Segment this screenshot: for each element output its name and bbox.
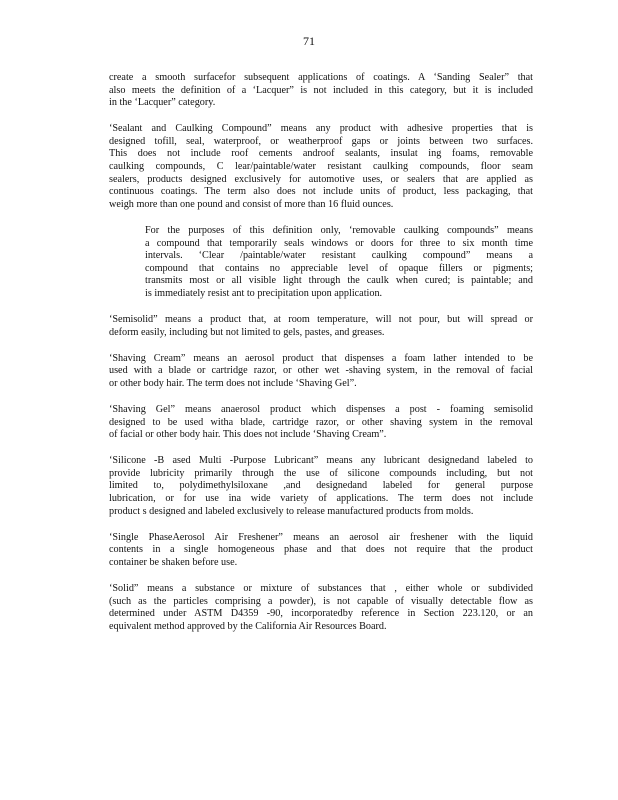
text-line: transmits most or all visible light through the caulk when cured; is paintable; and bbox=[145, 275, 533, 287]
text-line: in the ‘Lacquer” category. bbox=[109, 97, 216, 109]
text-line: a compound that temporarily seals windows or doors for three to six month time bbox=[145, 237, 533, 249]
paragraph-shaving-cream bbox=[109, 353, 533, 391]
text-line: lubrication, or for use ina wide variety of applications. The term does not include bbox=[109, 493, 533, 505]
text-line: create a smooth surfacefor subsequent applications of coatings. A ‘Sanding Sealer” that bbox=[109, 72, 533, 83]
text-line: continuous coatings. The term also does not include units of product, less packaging, that bbox=[109, 186, 533, 198]
paragraph-single-phase-air-freshener bbox=[109, 532, 533, 570]
text-line: For the purposes of this definition only, ‘removable caulking compounds” means bbox=[145, 224, 533, 236]
text-line: deform easily, including but not limited to gels, pastes, and greases. bbox=[109, 326, 385, 338]
paragraph-shaving-gel bbox=[109, 404, 533, 442]
text-line: ‘Single PhaseAerosol Air Freshener” means an aerosol air freshener with the liquid bbox=[109, 531, 533, 543]
text-line: compound that contains no appreciable level of opaque fillers or pigments; bbox=[145, 262, 533, 274]
paragraph-removable-caulking-definition bbox=[145, 225, 533, 301]
text-line: of facial or other body hair. This does not include ‘Shaving Cream”. bbox=[109, 429, 387, 441]
paragraph-semisolid bbox=[109, 314, 533, 339]
text-line: designed tofill, seal, waterproof, or weatherproof gaps or joints between two surfaces. bbox=[109, 135, 533, 147]
page-number: 71 bbox=[303, 34, 315, 48]
text-line: contents in a single homogeneous phase and that does not require that the product bbox=[109, 544, 533, 556]
text-line: used with a blade or cartridge razor, or other wet -shaving system, in the removal of facial bbox=[109, 365, 533, 377]
paragraph-silicone-lubricant bbox=[109, 455, 533, 518]
text-line: ‘Sealant and Caulking Compound” means any product with adhesive properties that is bbox=[109, 123, 533, 135]
paragraph-sealant-caulking bbox=[109, 123, 533, 211]
text-line: limited to, polydimethylsiloxane ,and designedand labeled for general purpose bbox=[109, 480, 533, 492]
text-line: is immediately resist ant to precipitation upon application. bbox=[145, 287, 383, 299]
text-line: ‘Solid” means a substance or mixture of substances that , either whole or subdivided bbox=[109, 583, 533, 594]
document-body bbox=[109, 72, 533, 647]
text-line: This does not include roof cements androof sealants, insulat ing foams, removable bbox=[109, 148, 533, 160]
text-line: (such as the particles comprising a powder), is not capable of visually detectable flow as bbox=[109, 595, 533, 607]
text-line: ‘Silicone -B ased Multi -Purpose Lubricant” means any lubricant designedand labeled to bbox=[109, 455, 533, 467]
text-line: equivalent method approved by the California Air Resources Board. bbox=[109, 620, 387, 632]
text-line: intervals. ‘Clear /paintable/water resistant caulking compound” means a bbox=[145, 250, 533, 262]
text-line: weigh more than one pound and consist of more than 16 fluid ounces. bbox=[109, 198, 394, 210]
paragraph-lacquer-continuation bbox=[109, 72, 533, 110]
text-line: ‘Semisolid” means a product that, at room temperature, will not pour, but will spread or bbox=[109, 314, 533, 325]
paragraph-solid bbox=[109, 583, 533, 633]
text-line: ‘Shaving Gel” means anaerosol product which dispenses a post - foaming semisolid bbox=[109, 403, 533, 415]
text-line: determined under ASTM D4359 -90, incorporatedby reference in Section 223.120, or an bbox=[109, 608, 533, 620]
text-line: designed to be used witha blade, cartridge razor, or other shaving system in the removal bbox=[109, 416, 533, 428]
text-line: caulking compounds, C lear/paintable/water resistant caulking compounds, floor seam bbox=[109, 161, 533, 173]
text-line: product s designed and labeled exclusively to release manufactured products from molds. bbox=[109, 505, 474, 517]
text-line: ‘Shaving Cream” means an aerosol product that dispenses a foam lather intended to be bbox=[109, 352, 533, 364]
text-line: or other body hair. The term does not include ‘Shaving Gel”. bbox=[109, 377, 357, 389]
text-line: sealers, products designed exclusively for automotive uses, or sealers that are applied as bbox=[109, 173, 533, 185]
text-line: provide lubricity primarily through the use of silicone compounds including, but not bbox=[109, 467, 533, 479]
text-line: also meets the definition of a ‘Lacquer” is not included in this category, but it is included bbox=[109, 84, 533, 96]
text-line: container be shaken before use. bbox=[109, 556, 238, 568]
